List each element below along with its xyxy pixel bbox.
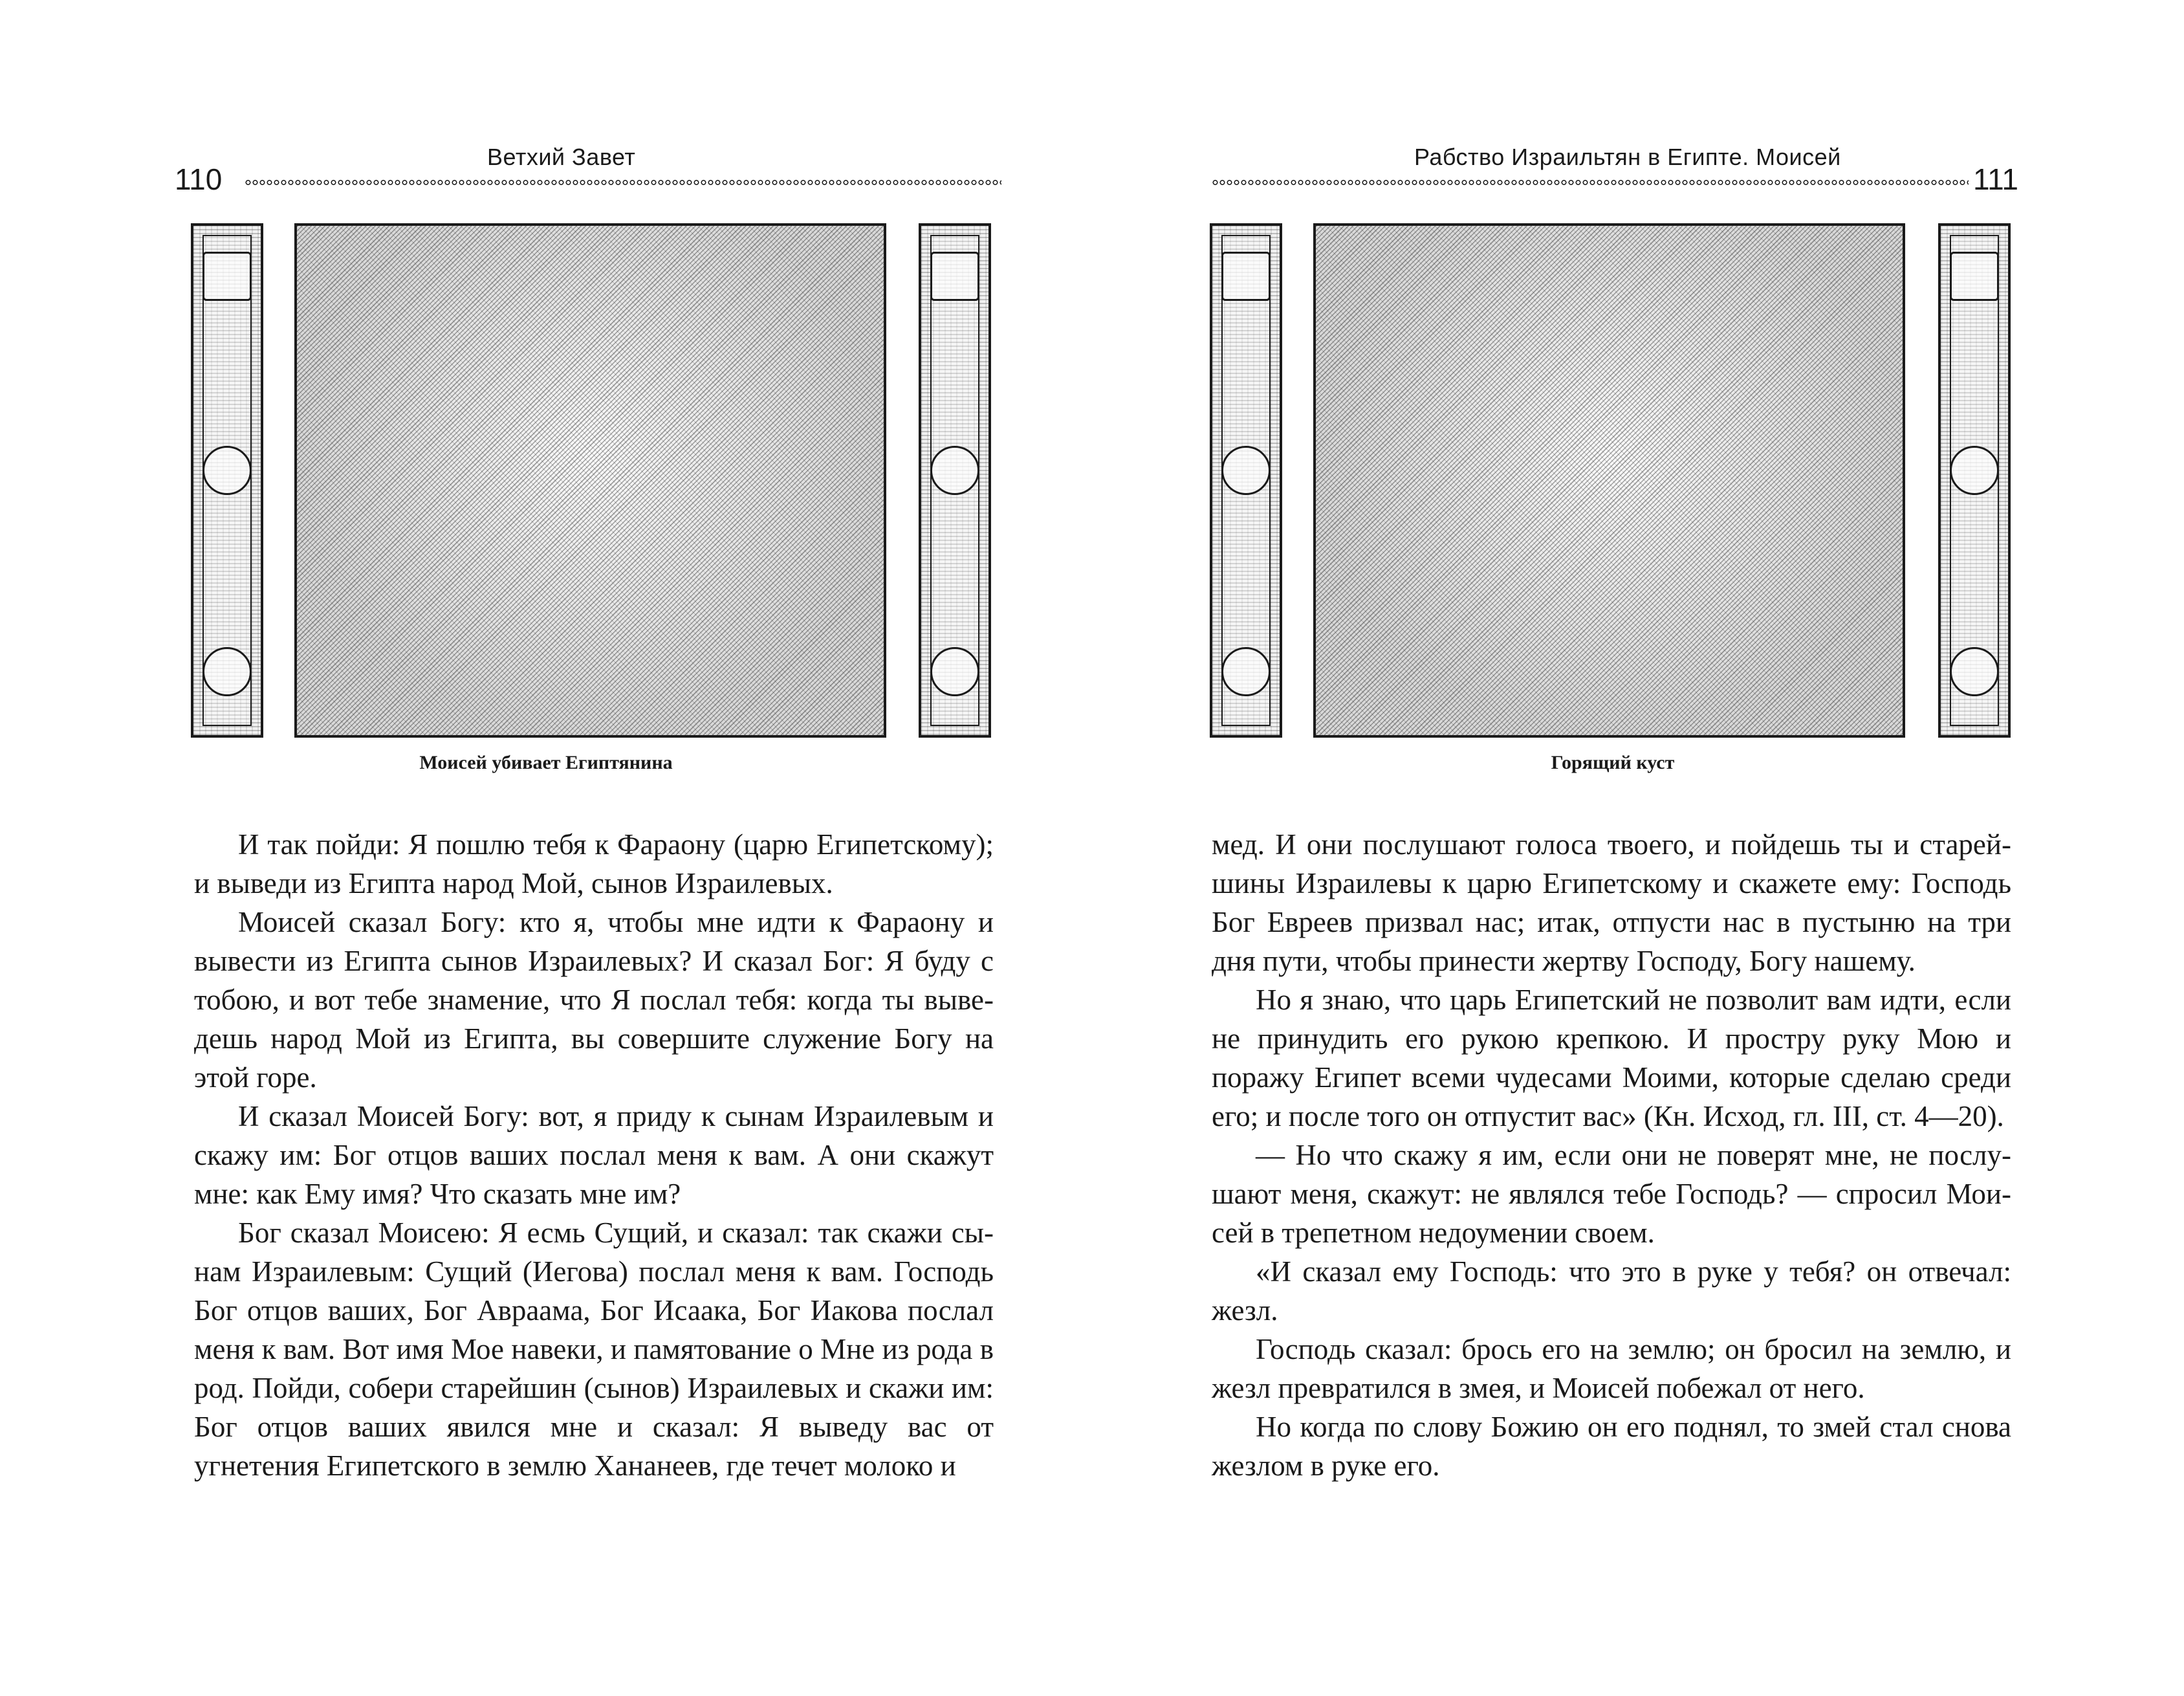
paragraph: «И сказал ему Господь: что это в руке у тебя? он отвечал: жезл.	[1212, 1255, 2011, 1327]
engraving-image	[1313, 223, 1905, 738]
ornament-icon	[1221, 647, 1271, 696]
page-number: 111	[1973, 162, 2018, 196]
engraving-image	[294, 223, 886, 738]
paragraph-continuation: мед. И они послушают голоса твоего, и пойдешь ты и старейшины Израилевы к царю Египетскому и скажете ему: Господь Бог Евреев призвал нас; итак, отпусти нас в пустыню на три дня пути, чтобы принести жертву Господу, Богу нашему.	[1212, 828, 2011, 977]
paragraph: — Но что скажу я им, если они не поверят мне, не послушают меня, скажут: не являлся тебе Господь? — спросил Моисей в трепетном недоумении своем.	[1212, 1139, 2011, 1249]
ornamental-side-panel-left	[1210, 223, 1282, 738]
dot-rule-divider	[1212, 179, 1969, 186]
paragraph: Но когда по слову Божию он его поднял, то змей стал снова жезлом в руке его.	[1212, 1411, 2011, 1482]
ornament-icon	[202, 446, 252, 495]
paragraph: Бог сказал Моисею: Я есмь Сущий, и сказал: так скажи сынам Израилевым: Сущий (Иегова) послал меня к вам. Господь Бог отцов ваших, Бог Авраама, Бог Исаака, Бог Иакова послал меня к вам. Вот имя Мое навеки, и памятование о Мне из рода в род. Пойди, собери старейшин (сынов) Израилевых и скажи им: Бог отцов ваших явился мне и сказал: Я выведу вас от угнетения Египетского в землю Хананеев, где течет молоко и	[194, 1217, 994, 1482]
ornament-icon	[1950, 446, 1999, 495]
illustration-spread	[1210, 223, 2017, 738]
ornamental-side-panel-right	[1938, 223, 2011, 738]
ornament-icon	[1221, 252, 1271, 301]
ornament-icon	[930, 647, 979, 696]
paragraph: Моисей сказал Богу: кто я, чтобы мне идти к Фараону и вывести из Египта сынов Израилевых? И сказал Бог: Я буду с тобою, и вот тебе знамение, что Я послал тебя: когда ты выведешь народ Мой из Египта, вы совершите служение Богу на этой горе.	[194, 906, 994, 1094]
running-header-title: Рабство Израильтян в Египте. Моисей	[1414, 144, 1841, 170]
dot-rule-divider	[245, 179, 1001, 186]
ornamental-side-panel-right	[919, 223, 991, 738]
illustration-caption: Горящий куст	[1551, 752, 1675, 773]
illustration-caption: Моисей убивает Египтянина	[419, 752, 673, 773]
paragraph: И сказал Моисей Богу: вот, я приду к сынам Израилевым и скажу им: Бог отцов ваших послал меня к вам. А они скажут мне: как Ему имя? Что сказать мне им?	[194, 1100, 994, 1210]
page-number: 110	[175, 162, 223, 196]
ornament-icon	[1221, 446, 1271, 495]
body-text	[194, 825, 994, 1485]
illustration-spread	[191, 223, 999, 738]
ornament-icon	[202, 647, 252, 696]
running-header-title: Ветхий Завет	[487, 144, 636, 170]
right-page	[1092, 0, 2184, 1696]
ornament-icon	[930, 446, 979, 495]
ornament-icon	[1950, 252, 1999, 301]
paragraph: Но я знаю, что царь Египетский не позволит вам идти, если не принудить его рукою крепкою. И простру руку Мою и поражу Египет всеми чудесами Моими, которые сделаю среди его; и после того он отпустит вас» (Кн. Исход, гл. III, ст. 4—20).	[1212, 984, 2011, 1132]
ornament-icon	[202, 252, 252, 301]
ornamental-side-panel-left	[191, 223, 263, 738]
ornament-icon	[930, 252, 979, 301]
paragraph: И так пойди: Я пошлю тебя к Фараону (царю Египетскому); и выведи из Египта народ Мой, сынов Израилевых.	[194, 828, 994, 899]
body-text	[1212, 825, 2011, 1485]
ornament-icon	[1950, 647, 1999, 696]
paragraph: Господь сказал: брось его на землю; он бросил на землю, и жезл превратился в змея, и Моисей побежал от него.	[1212, 1333, 2011, 1404]
